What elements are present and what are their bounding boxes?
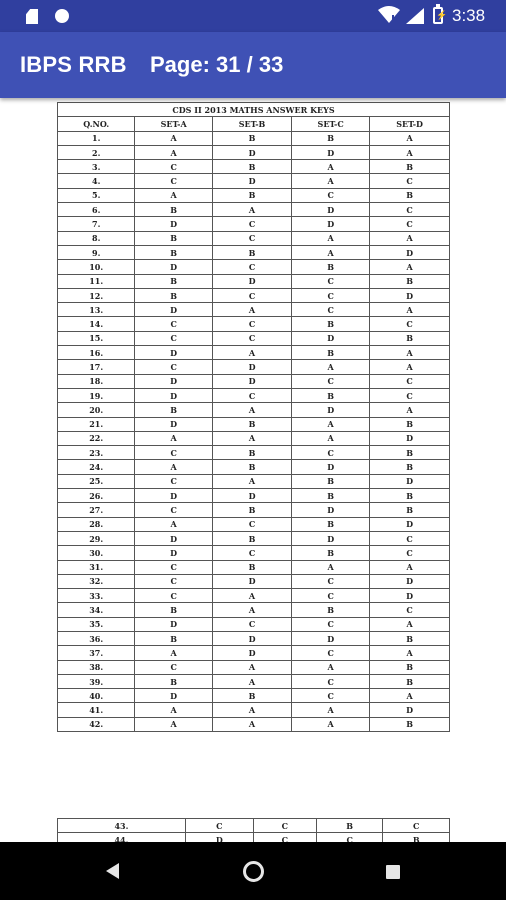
answer-cell: B [370,446,450,460]
answer-cell: D [292,145,370,159]
answer-cell: B [212,160,291,174]
answer-cell: D [212,574,291,588]
answer-cell: A [212,674,291,688]
answer-cell: D [292,503,370,517]
answer-cell: C [292,617,370,631]
answer-cell: D [370,517,450,531]
answer-cell: A [135,188,213,202]
question-number-cell: 40. [58,689,135,703]
column-header: SET-B [212,117,291,131]
question-number-cell: 44. [58,833,186,842]
table-row [58,574,450,588]
table-row [58,489,450,503]
table-row [58,260,450,274]
answer-cell: B [292,546,370,560]
question-number-cell: 38. [58,660,135,674]
answer-cell: B [212,689,291,703]
answer-cell: A [370,260,450,274]
table-row [58,531,450,545]
answer-cell: D [292,203,370,217]
answer-cell: A [212,703,291,717]
answer-cell: B [292,474,370,488]
answer-cell: D [292,217,370,231]
answer-cell: C [135,446,213,460]
answer-cell: B [212,560,291,574]
answer-cell: A [370,560,450,574]
status-bar [0,0,506,32]
answer-cell: D [370,245,450,259]
answer-cell: B [383,833,450,842]
table-row [58,245,450,259]
question-number-cell: 11. [58,274,135,288]
table-row [58,188,450,202]
table-row [58,517,450,531]
answer-cell: C [383,819,450,833]
answer-cell: A [370,303,450,317]
answer-cell: D [135,217,213,231]
answer-cell: A [370,346,450,360]
answer-cell: C [212,517,291,531]
answer-cell: A [292,660,370,674]
question-number-cell: 35. [58,617,135,631]
answer-cell: C [135,174,213,188]
answer-cell: A [370,145,450,159]
table-row [58,660,450,674]
question-number-cell: 21. [58,417,135,431]
answer-cell: A [292,360,370,374]
answer-cell: C [370,374,450,388]
question-number-cell: 43. [58,819,186,833]
question-number-cell: 37. [58,646,135,660]
question-number-cell: 13. [58,303,135,317]
answer-cell: A [292,231,370,245]
table-row [58,689,450,703]
answer-cell: C [135,474,213,488]
answer-cell: C [135,560,213,574]
answer-cell: B [135,245,213,259]
answer-cell: C [292,589,370,603]
answer-cell: A [370,403,450,417]
answer-cell: C [292,689,370,703]
question-number-cell: 1. [58,131,135,145]
answer-cell: A [135,646,213,660]
answer-cell: B [370,160,450,174]
answer-cell: D [370,574,450,588]
answer-cell: C [135,360,213,374]
answer-cell: C [135,574,213,588]
table-row [58,288,450,302]
answer-cell: B [135,403,213,417]
answer-cell: C [292,646,370,660]
answer-cell: B [370,274,450,288]
column-header: SET-C [292,117,370,131]
question-number-cell: 4. [58,174,135,188]
answer-cell: A [212,717,291,731]
table-row [58,317,450,331]
table-row [58,631,450,645]
answer-cell: C [292,288,370,302]
answer-cell: B [292,489,370,503]
answer-cell: A [212,474,291,488]
table-row [58,217,450,231]
answer-cell: C [212,231,291,245]
answer-cell: A [292,703,370,717]
pdf-viewer[interactable] [0,98,506,842]
answer-cell: B [370,417,450,431]
answer-cell: A [292,560,370,574]
answer-cell: B [135,288,213,302]
question-number-cell: 8. [58,231,135,245]
question-number-cell: 24. [58,460,135,474]
answer-cell: B [370,674,450,688]
answer-cell: B [212,188,291,202]
table-row [58,617,450,631]
answer-cell: D [292,631,370,645]
answer-cell: C [212,617,291,631]
table-row [58,560,450,574]
table-row [58,145,450,159]
answer-cell: B [135,203,213,217]
question-number-cell: 18. [58,374,135,388]
table-row [58,360,450,374]
table-row [58,388,450,402]
answer-cell: B [135,674,213,688]
table-row [58,717,450,731]
question-number-cell: 17. [58,360,135,374]
answer-cell: A [135,703,213,717]
answer-cell: D [292,403,370,417]
table-row [58,203,450,217]
answer-cell: D [185,833,253,842]
question-number-cell: 26. [58,489,135,503]
answer-cell: D [212,174,291,188]
answer-cell: B [212,460,291,474]
sd-card-icon [26,9,38,24]
answer-cell: A [292,160,370,174]
answer-cell: A [212,589,291,603]
question-number-cell: 12. [58,288,135,302]
answer-cell: B [370,460,450,474]
answer-cell: B [135,631,213,645]
answer-cell: C [292,446,370,460]
answer-cell: B [212,446,291,460]
question-number-cell: 9. [58,245,135,259]
table-row [58,331,450,345]
table-row [58,274,450,288]
answer-cell: C [212,388,291,402]
table-row [58,646,450,660]
answer-cell: A [135,145,213,159]
table-row [58,503,450,517]
answer-cell: C [370,174,450,188]
answer-cell: D [292,331,370,345]
table-row [58,833,450,842]
question-number-cell: 33. [58,589,135,603]
answer-cell: A [212,203,291,217]
answer-cell: C [370,317,450,331]
answer-cell: A [135,431,213,445]
answer-cell: D [135,417,213,431]
answer-cell: D [135,546,213,560]
answer-cell: C [316,833,383,842]
answer-cell: D [212,646,291,660]
answer-cell: D [135,303,213,317]
table-row [58,474,450,488]
answer-cell: A [212,431,291,445]
answer-cell: D [292,531,370,545]
table-row [58,231,450,245]
answer-cell: C [292,574,370,588]
answer-cell: C [212,288,291,302]
answer-cell: B [212,531,291,545]
app-title: IBPS RRB [20,52,127,77]
answer-cell: B [212,503,291,517]
notification-dot-icon [55,9,69,23]
column-header: SET-A [135,117,213,131]
question-number-cell: 16. [58,346,135,360]
question-number-cell: 6. [58,203,135,217]
answer-cell: C [212,546,291,560]
table-row [58,460,450,474]
answer-cell: B [292,260,370,274]
answer-cell: C [135,331,213,345]
answer-cell: D [292,460,370,474]
answer-cell: D [135,260,213,274]
answer-cell: B [292,131,370,145]
table-row [58,303,450,317]
answer-cell: A [370,231,450,245]
table-row [58,346,450,360]
answer-cell: C [135,589,213,603]
question-number-cell: 20. [58,403,135,417]
answer-cell: C [212,217,291,231]
answer-cell: B [212,417,291,431]
question-number-cell: 27. [58,503,135,517]
question-number-cell: 39. [58,674,135,688]
answer-cell: C [370,203,450,217]
answer-cell: B [370,717,450,731]
answer-cell: B [292,346,370,360]
question-number-cell: 2. [58,145,135,159]
wifi-icon [378,6,400,24]
question-number-cell: 5. [58,188,135,202]
answer-cell: D [212,274,291,288]
answer-cell: C [253,819,316,833]
answer-cell: C [370,388,450,402]
answer-cell: B [135,231,213,245]
answer-cell: A [370,617,450,631]
back-icon[interactable] [106,863,119,879]
question-number-cell: 14. [58,317,135,331]
answer-cell: D [135,531,213,545]
answer-cell: B [292,603,370,617]
answer-cell: A [212,603,291,617]
answer-cell: A [370,131,450,145]
question-number-cell: 28. [58,517,135,531]
question-number-cell: 7. [58,217,135,231]
answer-cell: D [135,617,213,631]
battery-icon [433,7,448,24]
answer-cell: C [292,374,370,388]
navigation-bar [0,842,506,900]
answer-cell: A [135,460,213,474]
question-number-cell: 42. [58,717,135,731]
answer-cell: B [370,331,450,345]
answer-cell: B [316,819,383,833]
answer-cell: A [212,346,291,360]
clock: 3:38 [452,6,486,25]
answer-cell: D [370,474,450,488]
answer-cell: B [292,317,370,331]
answer-cell: A [212,660,291,674]
answer-cell: A [370,360,450,374]
cell-signal-icon [406,8,424,24]
recents-icon[interactable] [386,865,400,879]
table-row [58,174,450,188]
answer-cell: A [212,403,291,417]
table-row [58,160,450,174]
answer-cell: C [292,274,370,288]
answer-cell: C [135,503,213,517]
answer-cell: A [135,717,213,731]
answer-cell: D [135,689,213,703]
table-row [58,446,450,460]
table-row [58,819,450,833]
page-indicator: Page: 31 / 33 [150,52,284,77]
answer-cell: B [135,274,213,288]
table-row [58,546,450,560]
answer-cell: C [135,317,213,331]
next-page-table [57,818,450,842]
answer-cell: D [135,374,213,388]
answer-cell: D [212,360,291,374]
answer-cell: C [212,317,291,331]
question-number-cell: 41. [58,703,135,717]
answer-cell: B [212,131,291,145]
answer-cell: A [135,131,213,145]
column-header: SET-D [370,117,450,131]
table-row [58,603,450,617]
answer-cell: C [212,331,291,345]
answer-cell: D [212,145,291,159]
question-number-cell: 3. [58,160,135,174]
answer-cell: C [185,819,253,833]
answer-cell: D [370,703,450,717]
answer-cell: A [292,174,370,188]
question-number-cell: 10. [58,260,135,274]
answer-cell: C [370,603,450,617]
table-row [58,589,450,603]
answer-cell: C [292,188,370,202]
question-number-cell: 36. [58,631,135,645]
question-number-cell: 19. [58,388,135,402]
question-number-cell: 25. [58,474,135,488]
table-row [58,674,450,688]
answer-cell: B [370,489,450,503]
table-row [58,431,450,445]
answer-cell: D [135,346,213,360]
question-number-cell: 31. [58,560,135,574]
answer-cell: C [253,833,316,842]
answer-key-table [57,102,450,732]
answer-cell: B [370,631,450,645]
answer-cell: C [292,674,370,688]
column-header: Q.NO. [58,117,135,131]
answer-cell: D [370,288,450,302]
answer-cell: D [212,631,291,645]
answer-cell: A [212,303,291,317]
answer-cell: C [212,260,291,274]
question-number-cell: 34. [58,603,135,617]
answer-cell: C [370,531,450,545]
answer-cell: A [292,417,370,431]
home-icon[interactable] [243,861,264,882]
answer-cell: B [370,188,450,202]
answer-cell: B [370,660,450,674]
answer-rows [58,131,450,731]
answer-cell: B [135,603,213,617]
table-row [58,374,450,388]
table-row [58,703,450,717]
question-number-cell: 22. [58,431,135,445]
answer-cell: D [370,431,450,445]
table-row [58,131,450,145]
question-number-cell: 30. [58,546,135,560]
answer-cell: D [212,374,291,388]
answer-cell: C [135,660,213,674]
answer-cell: D [135,489,213,503]
question-number-cell: 29. [58,531,135,545]
answer-cell: A [370,689,450,703]
answer-cell: A [135,517,213,531]
answer-cell: B [370,503,450,517]
question-number-cell: 23. [58,446,135,460]
answer-cell: C [292,303,370,317]
answer-cell: A [292,245,370,259]
answer-cell: D [370,589,450,603]
answer-cell: B [212,245,291,259]
answer-cell: B [292,517,370,531]
question-number-cell: 32. [58,574,135,588]
battery-charging-icon: ⚡ [436,10,448,20]
answer-cell: A [292,717,370,731]
question-number-cell: 15. [58,331,135,345]
answer-cell: D [212,489,291,503]
answer-cell: A [370,646,450,660]
answer-cell: C [370,546,450,560]
answer-cell: C [370,217,450,231]
app-bar [0,32,506,98]
answer-cell: C [135,160,213,174]
next-page-rows [58,819,450,843]
table-row [58,403,450,417]
table-row [58,417,450,431]
answer-cell: D [135,388,213,402]
answer-cell: B [292,388,370,402]
table-title: CDS II 2013 MATHS ANSWER KEYS [58,103,450,117]
answer-cell: A [292,431,370,445]
